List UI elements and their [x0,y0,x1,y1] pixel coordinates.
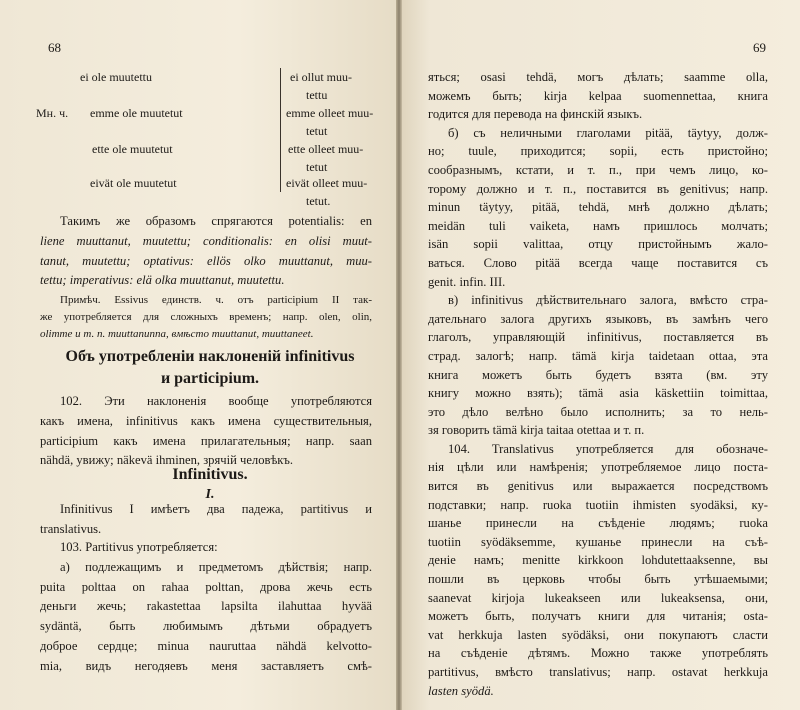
table-cell: ei ollut muu- [290,70,352,84]
text-line: tanut, muutettu; optativus: ellös olko muuttanut, muu- [40,253,372,268]
text-line: книгу можно взять); tämä asia käskettiin toimittaa, [428,386,768,401]
table-cell: emme ole muutetut [90,106,183,120]
roman-numeral-heading: I. [205,487,215,502]
table-cell: ei ole muutettu [80,70,152,84]
text-line: а) подлежащимъ и предметомъ дѣйствія; напр. [60,559,372,574]
section-heading-cont: и participium. [160,370,260,387]
text-line: подставки; напр. ruoka tuotiin ihmisten syodäksi, ку- [428,497,768,512]
text-line: genit. infin. III. [428,274,506,289]
note-line: olimme и т. п. muuttanunna, вмѣсто muuttanut, muuttaneet. [40,328,314,340]
note-block [40,292,372,343]
paragraph-infinitivus-i [40,500,372,540]
table-cell: tetut [306,160,328,174]
text-line: minun täytyy, pitää, tehdä, мнѣ должно дѣлать; [428,200,768,215]
text-line: на съѣденіе дѣтямъ. Можно также употреблять [428,646,768,661]
text-line: 102. Эти наклоненія вообще употребляются [60,394,372,408]
text-line: ваться. Слово pitää всегда чаще поставится съ [428,255,768,270]
text-line: глаголъ, управляющій infinitivus, поставляется въ [428,330,768,345]
text-line: saanevat kirjoja lukeakseen или lukeaksensa, они, [428,590,768,605]
table-cell: emme olleet muu- [286,106,374,120]
table-cell: eivät ole muutetut [90,176,177,190]
book-gutter [396,0,402,710]
table-row-label: Мн. ч. [36,106,69,120]
right-page-text [428,68,768,700]
text-line: это дѣло велѣно было исполнить; за то нель- [428,404,768,419]
text-line: шанье принесли на съѣденіе людямъ; ruoka [428,516,768,531]
text-line: дательнаго залога другихъ языковъ, въ замѣнъ чего [428,311,768,326]
section-heading: Объ употребленіи наклоненій infinitivus [65,348,355,365]
text-line: деньги жечь; rakastettaa lapsilta ilahuttaa hyvää [40,599,372,614]
text-line: mia, видъ негодяевъ меня заставляетъ смѣ- [40,658,372,673]
text-line: translativus. [40,521,102,536]
text-line: в) infinitivus дѣйствительнаго залога, вмѣсто стра- [448,293,768,308]
text-line: puita polttaa on rahaa polttan, дрова жечь есть [40,579,372,594]
note-line: же употребляется для сложныхъ временъ; напр. olen, olin, [40,311,372,323]
text-line: деніе намъ; menitte kirkkoon lohdutettaaksenne, вы [428,553,768,568]
text-line: доброе сердце; minua nauruttaa nähdä kelvotto- [40,638,372,653]
table-cell: tetut [306,124,328,138]
page-number-right: 69 [753,40,766,55]
text-line: вится въ genitivus или выражается посредствомъ [428,479,768,494]
paragraph-103 [40,538,372,677]
text-line: participium какъ имена прилагательныя; напр. saan [40,433,372,448]
text-line: tuotiin syödäksemme, кушанье принесли на съѣ- [428,534,768,549]
text-line: lasten syödä. [428,683,494,698]
text-line: торому должно и т. п., поставится въ genitivus; напр. [428,181,768,196]
text-line: vat herkkuja lasten syödäksi, они покупаютъ сласти [428,627,768,642]
text-line: isän sopii valittaa, отцу пристойнымъ жало- [428,237,768,252]
text-line: tettu; imperativus: elä olka muuttanut, muutettu. [40,273,285,288]
right-page [398,0,800,710]
text-line: можетъ быть, получатъ книги для читанія; osta- [428,609,768,624]
text-line: годится для перевода на финскій языкъ. [428,107,643,122]
text-line: 103. Partitivus употребляется: [60,540,218,554]
text-line: sydäntä, быть любимымъ дѣтьми обрадуетъ [40,619,372,634]
text-line: пошли въ церковь чтобы быть утѣшаемыми; [428,572,768,587]
text-line: nähdä, увижу; näkevä ihminen, зрячій человѣкъ. [40,453,294,468]
page-number-left: 68 [48,40,61,55]
table-cell: eivät olleet muu- [286,176,368,190]
text-line: Infinitivus I имѣетъ два падежа, partitivus и [60,502,372,516]
left-page [0,0,398,710]
table-cell: tettu [306,88,328,102]
table-divider [280,68,281,192]
paragraph-102 [40,392,372,471]
table-cell: ette olleet muu- [288,142,364,156]
text-line: liene muuttanut, muutettu; conditionalis: en olisi muut- [40,233,372,248]
table-cell: ette ole muutetut [92,142,173,156]
text-line: страд. залогѣ; напр. tämä kirja taidetaan ottaa, эта [428,348,768,363]
text-line: б) съ неличными глаголами pitää, täytyy, долж- [448,125,768,140]
table-cell: tetut. [306,194,331,208]
text-line: 104. Translativus употребляется для обозначе- [448,441,768,456]
paragraph-potentialis [40,212,372,291]
text-line: нія цѣли или намѣренія; употребляемое лицо поста- [428,460,768,475]
text-line: но; tuule, приходится; sopii, есть пристойно; [428,144,768,159]
note-line: Примѣч. Essivus единств. ч. отъ participium II так- [60,294,372,306]
infinitivus-heading: Infinitivus. [172,466,248,483]
text-line: зя говорить tämä kirja taitaa otettaa и т. п. [428,423,645,438]
text-line: partitivus, вмѣсто translativus; напр. ostavat herkkuja [428,665,768,679]
text-line: meidän tuli vaiketa, намъ пришлось молчать; [428,218,768,233]
text-line: можемъ быть; kirja kelpaa suomennettaa, книга [428,88,768,103]
text-line: Такимъ же образомъ спрягаются potentialis: en [60,214,372,228]
text-line: сообразнымъ, кстати, и т. п., при чемъ лицо, ко- [428,162,768,177]
text-line: яться; osasi tehdä, могъ дѣлать; saamme olla, [428,70,768,84]
text-line: книга можетъ быть будетъ взята (вм. эту [428,367,768,382]
text-line: какъ имена, infinitivus какъ имена существительныя, [40,413,372,428]
